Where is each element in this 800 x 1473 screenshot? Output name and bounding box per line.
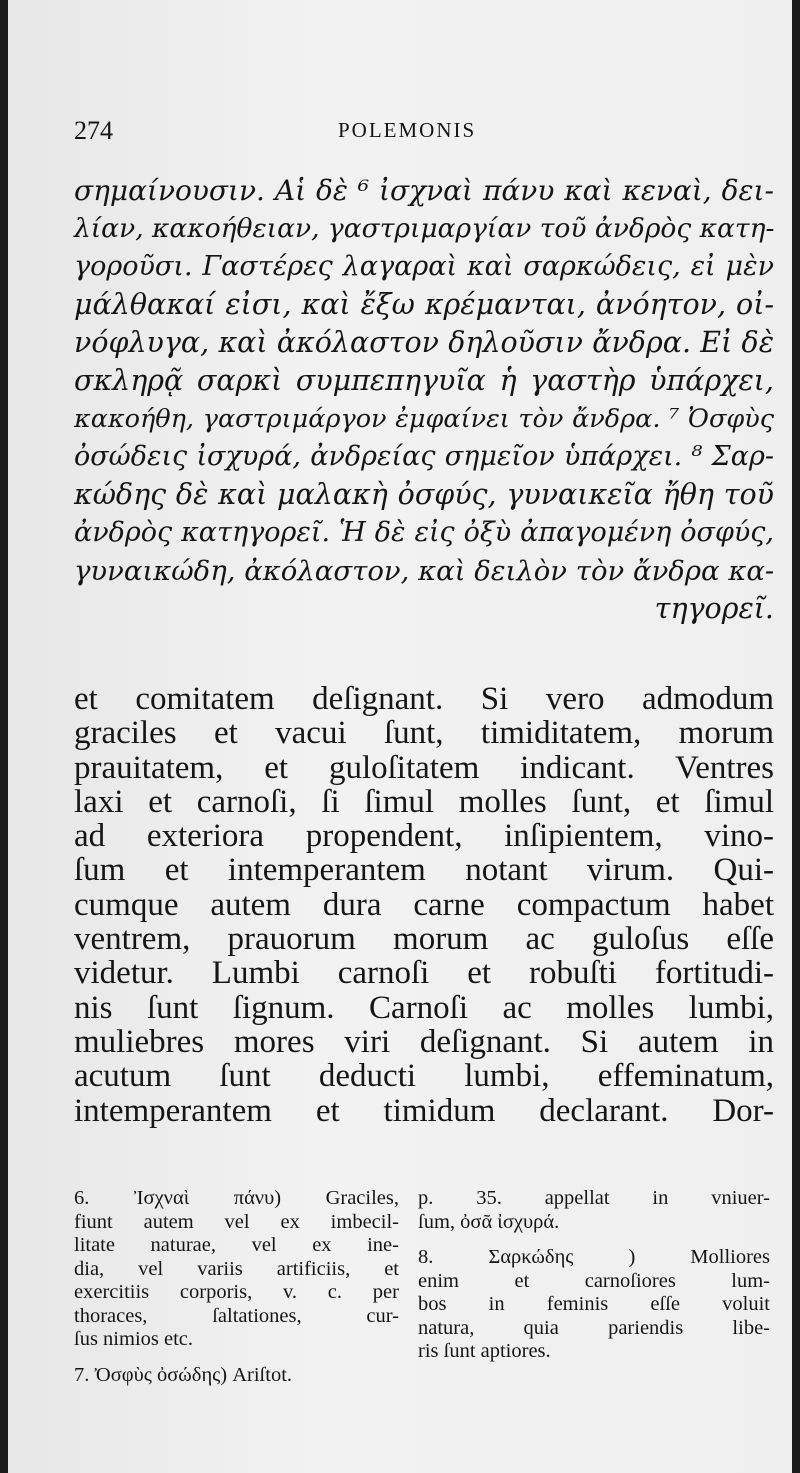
footnote-line: enim et carnoſiores lum-: [418, 1269, 770, 1292]
footnote-line: p. 35. appellat in vniuer-: [418, 1187, 770, 1209]
latin-line: prauitatem, et guloſitatem indicant. Ventres: [74, 749, 774, 786]
latin-line: graciles et vacui ſunt, timiditatem, morum: [74, 715, 774, 752]
latin-translation-block: [74, 682, 774, 1128]
latin-line: videtur. Lumbi carnoſi et robuſti fortitudi-: [74, 955, 774, 992]
greek-line: σκληρᾷ σαρκὶ συμπεπηγυῖα ἡ γαστὴρ ὑπάρχει,: [74, 364, 774, 397]
footnote-line: ſum, ὀσᾶ ἰσχυρά.: [418, 1210, 560, 1233]
greek-line: γοροῦσι. Γαστέρες λαγαραὶ καὶ σαρκώδεις, εἰ μὲν: [74, 251, 774, 282]
latin-line: nis ſunt ſignum. Carnoſi ac molles lumbi,: [74, 989, 774, 1026]
latin-line: intemperantem et timidum declarant. Dor-: [74, 1092, 774, 1129]
latin-line: ad exteriora propendent, inſipientem, vino-: [74, 818, 774, 855]
running-head: POLEMONIS: [338, 118, 477, 142]
greek-line: σημαίνουσιν. Αἱ δὲ ⁶ ἰσχναὶ πάνυ καὶ κεναὶ, δει-: [74, 174, 774, 207]
latin-line: laxi et carnoſi, ſi ſimul molles ſunt, et ſimul: [74, 783, 774, 820]
footnotes-left-column: [74, 1187, 399, 1387]
footnote-line: dia, vel variis artificiis, et: [74, 1257, 399, 1280]
greek-line: νόφλυγα, καὶ ἀκόλαστον δηλοῦσιν ἄνδρα. Εἰ δὲ: [74, 326, 774, 359]
greek-text-block: [74, 172, 774, 628]
greek-line: ὀσώδεις ἰσχυρά, ἀνδρείας σημεῖον ὑπάρχει. ⁸ Σαρ-: [74, 441, 774, 472]
greek-line: λίαν, κακοήθειαν, γαστριμαργίαν τοῦ ἀνδρὸς κατη-: [74, 213, 775, 244]
greek-line: μάλθακαί εἰσι, καὶ ἔξω κρέμανται, ἀνόητον, οἰ-: [74, 288, 774, 321]
footnote-line: litate naturae, vel ex ine-: [74, 1234, 399, 1256]
footnote-line: fiunt autem vel ex imbecil-: [74, 1210, 399, 1233]
latin-line: ſum et intemperantem notant virum. Qui-: [74, 852, 774, 889]
footnote-line: 8. Σαρκώδης ) Molliores: [418, 1246, 770, 1268]
latin-line: muliebres mores viri deſignant. Si autem in: [74, 1023, 774, 1060]
page-number: 274: [74, 116, 113, 145]
greek-line: τηγορεῖ.: [654, 592, 774, 625]
latin-line: acutum ſunt deducti lumbi, effeminatum,: [74, 1058, 774, 1095]
latin-line: cumque autem dura carne compactum habet: [74, 886, 774, 923]
footnote-line: ſus nimios etc.: [74, 1328, 194, 1350]
greek-line: ἀνδρὸς κατηγορεῖ. Ἡ δὲ εἰς ὀξὺ ἀπαγομένη ὀσφύς,: [74, 517, 774, 548]
footnote-line: ris ſunt aptiores.: [418, 1340, 551, 1362]
latin-line: et comitatem deſignant. Si vero admodum: [74, 681, 774, 717]
book-page: [8, 0, 792, 1473]
footnote-line: 7. Ὀσφὺς ὀσώδης) Ariſtot.: [74, 1363, 293, 1386]
footnote-line: natura, quia pariendis libe-: [418, 1316, 770, 1339]
footnote-line: bos in feminis eſſe voluit: [418, 1293, 770, 1315]
footnote-line: exercitiis corporis, v. c. per: [74, 1281, 399, 1303]
greek-line: κώδης δὲ καὶ μαλακὴ ὀσφύς, γυναικεῖα ἤθη τοῦ: [74, 478, 774, 511]
footnotes-right-column: [418, 1187, 770, 1364]
greek-line: κακοήθη, γαστριμάργον ἐμφαίνει τὸν ἄνδρα. ⁷ Ὀσφὺς: [74, 404, 774, 434]
greek-line: γυναικώδη, ἀκόλαστον, καὶ δειλὸν τὸν ἄνδρα κα-: [74, 555, 775, 587]
latin-line: ventrem, prauorum morum ac guloſus eſſe: [74, 921, 774, 958]
footnote-line: 6. Ἰσχναὶ πάνυ) Graciles,: [74, 1187, 399, 1209]
footnote-line: thoraces, ſaltationes, cur-: [74, 1304, 399, 1327]
